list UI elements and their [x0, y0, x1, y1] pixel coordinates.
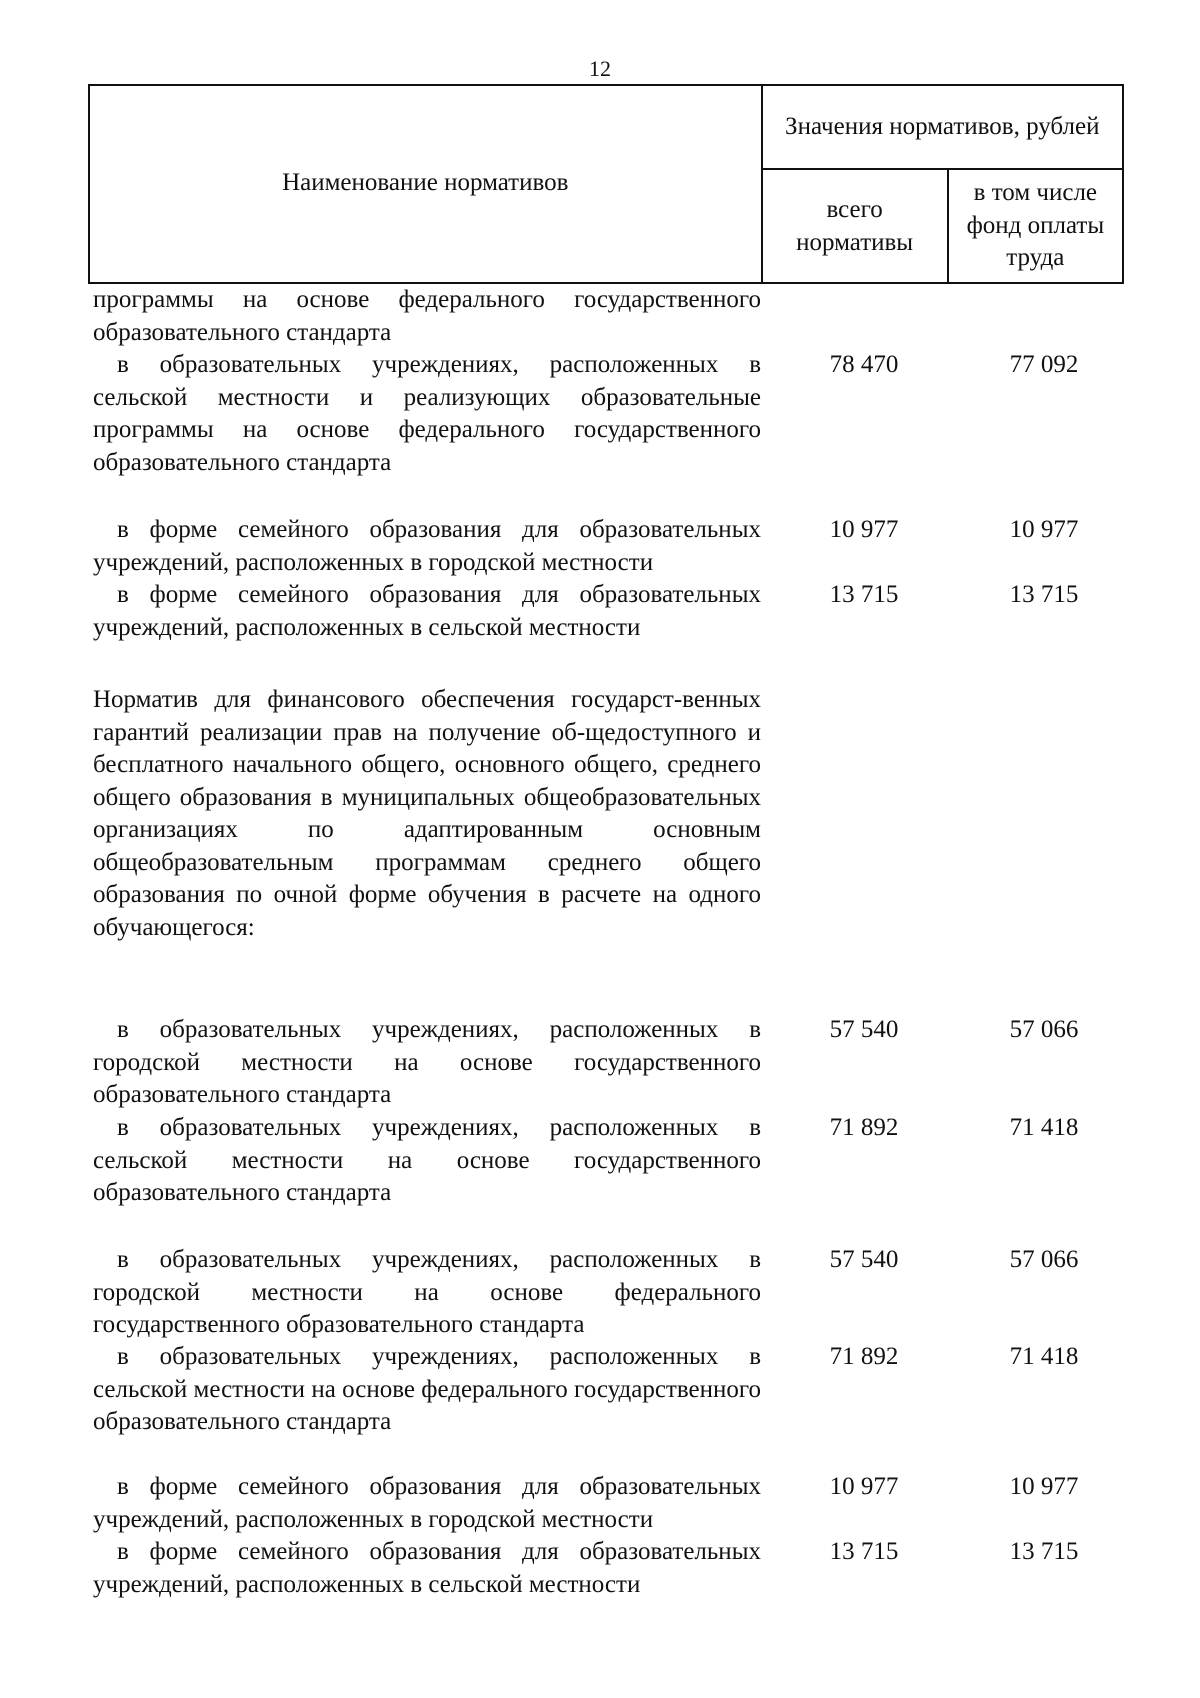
- header-name-column: Наименование нормативов: [89, 85, 762, 283]
- row-wage-value: 10 977: [1009, 516, 1079, 543]
- row-name: в форме семейного образования для образовательных учреждений, расположенных в сельской местности: [93, 581, 761, 641]
- row-name: в форме семейного образования для образовательных учреждений, расположенных в городской местности: [93, 516, 761, 576]
- table-header: [88, 84, 1124, 284]
- header-total-column: всего нормативы: [762, 169, 948, 283]
- row-name: в образовательных учреждениях, расположенных в городской местности на основе государственного образовательного стандарта: [93, 1016, 761, 1108]
- row-name: в образовательных учреждениях, расположенных в сельской местности на основе государственного образовательного стандарта: [93, 1114, 761, 1206]
- row-wage-value: 10 977: [1009, 1473, 1079, 1500]
- header-values-group: Значения нормативов, рублей: [762, 85, 1123, 169]
- header-wage-column: в том числе фонд оплаты труда: [948, 169, 1123, 283]
- row-total-value: 13 715: [829, 581, 899, 608]
- row-wage-value: 71 418: [1009, 1343, 1079, 1370]
- row-name: программы на основе федерального государственного образовательного стандарта: [93, 286, 761, 346]
- row-total-value: 10 977: [829, 1473, 899, 1500]
- row-total-value: 71 892: [829, 1343, 899, 1370]
- page-number: 12: [589, 56, 611, 81]
- row-total-value: 10 977: [829, 516, 899, 543]
- row-name: в образовательных учреждениях, расположенных в сельской местности и реализующих образовательные программы на основе федерального государственного образовательного стандарта: [93, 351, 761, 476]
- row-name: в форме семейного образования для образовательных учреждений, расположенных в сельской местности: [93, 1538, 761, 1598]
- row-name: в образовательных учреждениях, расположенных в городской местности на основе федерального государственного образовательного стандарта: [93, 1246, 761, 1338]
- row-total-value: 71 892: [829, 1114, 899, 1141]
- row-total-value: 13 715: [829, 1538, 899, 1565]
- row-total-value: 78 470: [829, 351, 899, 378]
- row-name: Норматив для финансового обеспечения государст-венных гарантий реализации прав на получение об-щедоступного и бесплатного начального общего, основного общего, среднего общего образования в муниципальных общеобразовательных организациях по адаптированным основным общеобразовательным программам среднего общего образования по очной форме обучения в расчете на одного обучающегося:: [93, 686, 761, 941]
- row-name: в образовательных учреждениях, расположенных в сельской местности на основе федерального государственного образовательного стандарта: [93, 1343, 761, 1435]
- row-wage-value: 71 418: [1009, 1114, 1079, 1141]
- row-wage-value: 77 092: [1009, 351, 1079, 378]
- row-name: в форме семейного образования для образовательных учреждений, расположенных в городской местности: [93, 1473, 761, 1533]
- row-wage-value: 57 066: [1009, 1016, 1079, 1043]
- row-total-value: 57 540: [829, 1246, 899, 1273]
- row-wage-value: 13 715: [1009, 1538, 1079, 1565]
- row-wage-value: 13 715: [1009, 581, 1079, 608]
- row-total-value: 57 540: [829, 1016, 899, 1043]
- row-wage-value: 57 066: [1009, 1246, 1079, 1273]
